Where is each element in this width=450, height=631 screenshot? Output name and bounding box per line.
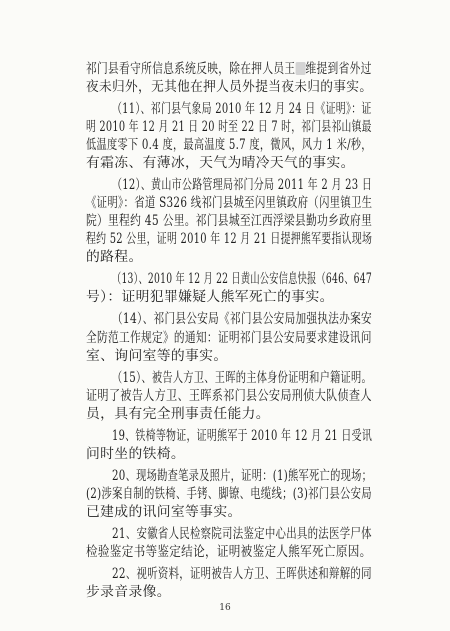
text-segment: 夜未归外，无其他在押人员外提当夜未归的事实。 bbox=[86, 79, 373, 95]
text-segment: （14）、祁门县公安局《祁门县公安局加强执法办案安 bbox=[112, 311, 372, 327]
text-segment: 全防范工作规定》的通知：证明祁门县公安局要求建设讯问 bbox=[86, 330, 372, 346]
text-line-23 bbox=[86, 486, 372, 502]
text-segment: （11）、祁门县气象局 2010 年 12 月 24 日《证明》：证 bbox=[112, 101, 372, 117]
text-segment: （13）、2010 年 12 月 22 日黄山公安信息快报（646、647 bbox=[112, 271, 372, 287]
text-segment: 21、安徽省人民检察院司法鉴定中心出具的法医学尸体 bbox=[112, 526, 372, 542]
text-segment: 证明了被告人方卫、王晖系祁门县公安局刑侦大队侦查人 bbox=[86, 388, 372, 404]
text-segment: 有霜冻、有薄冰，天气为晴冷天气的事实。 bbox=[86, 155, 355, 171]
text-segment: （15）、被告人方卫、王晖的主体身份证明和户籍证明。 bbox=[112, 370, 373, 386]
redaction-mark bbox=[295, 62, 305, 75]
text-line-28 bbox=[86, 584, 171, 600]
text-line-19 bbox=[86, 406, 270, 422]
text-segment: 问时坐的铁椅。 bbox=[86, 446, 186, 462]
text-line-16 bbox=[86, 348, 227, 364]
text-line-17 bbox=[112, 370, 372, 386]
text-segment: (2)涉案自制的铁椅、手铐、脚镣、电缆线；(3)祁门县公安局 bbox=[86, 486, 372, 502]
text-line-10 bbox=[86, 231, 372, 247]
text-line-24 bbox=[86, 504, 242, 520]
text-segment: 员，具有完全刑事责任能力。 bbox=[86, 406, 270, 422]
text-segment: 祁门县看守所信息系统反映，除在押人员王 bbox=[86, 61, 296, 77]
text-line-18 bbox=[86, 388, 372, 404]
text-segment: 明 2010 年 12 月 21 日 20 时至 22 日 7 时，祁门县祁山镇最 bbox=[86, 119, 372, 135]
text-segment: （12）、黄山市公路管理局祁门分局 2011 年 2 月 23 日 bbox=[112, 177, 373, 193]
page-number: 16 bbox=[219, 603, 231, 613]
text-line-25 bbox=[112, 526, 372, 542]
text-segment: 步录音录像。 bbox=[86, 584, 171, 600]
text-line-20 bbox=[112, 428, 372, 444]
text-line-22 bbox=[112, 468, 372, 484]
text-segment: 院）里程约 45 公里。祁门县城至江西浮梁县勤功乡政府里 bbox=[86, 213, 373, 229]
text-line-6 bbox=[86, 155, 355, 171]
text-line-12 bbox=[112, 271, 372, 287]
text-line-15 bbox=[86, 330, 372, 346]
text-line-9 bbox=[86, 213, 372, 229]
text-line-14 bbox=[112, 311, 372, 327]
text-segment: 19、铁椅等物证，证明熊军于 2010 年 12 月 21 日受讯 bbox=[112, 428, 373, 444]
text-line-13 bbox=[86, 289, 334, 305]
text-line-26 bbox=[86, 544, 372, 560]
text-segment: 已建成的讯问室等事实。 bbox=[86, 504, 242, 520]
text-line-5 bbox=[86, 137, 372, 153]
text-segment: 的路程。 bbox=[86, 249, 143, 265]
text-line-27 bbox=[112, 566, 372, 582]
text-segment: 维提到省外过 bbox=[305, 61, 372, 77]
text-segment: 室、询问室等的事实。 bbox=[86, 348, 228, 364]
text-line-8 bbox=[86, 195, 372, 211]
text-line-1 bbox=[86, 61, 372, 77]
text-line-3 bbox=[112, 101, 372, 117]
text-segment: 20、现场勘查笔录及照片，证明：(1)熊军死亡的现场； bbox=[112, 468, 373, 484]
text-line-2 bbox=[86, 79, 372, 95]
text-line-11 bbox=[86, 249, 143, 265]
text-segment: 检验鉴定书等鉴定结论，证明被鉴定人熊军死亡原因。 bbox=[86, 544, 372, 560]
text-line-21 bbox=[86, 446, 185, 462]
text-segment: 程约 52 公里，证明 2010 年 12 月 21 日提押熊军要指认现场 bbox=[86, 231, 373, 247]
text-segment: 号）：证明犯罪嫌疑人熊军死亡的事实。 bbox=[86, 289, 334, 305]
text-line-4 bbox=[86, 119, 372, 135]
text-segment: 低温度零下 0.4 度，最高温度 5.7 度，微风，风力 1 米/秒， bbox=[86, 137, 372, 153]
text-segment: 22、视听资料，证明被告人方卫、王晖供述和辩解的同 bbox=[112, 566, 372, 582]
text-line-7 bbox=[112, 177, 372, 193]
text-segment: 《证明》：省道 S326 线祁门县城至闪里镇政府（闪里镇卫生 bbox=[86, 195, 373, 211]
